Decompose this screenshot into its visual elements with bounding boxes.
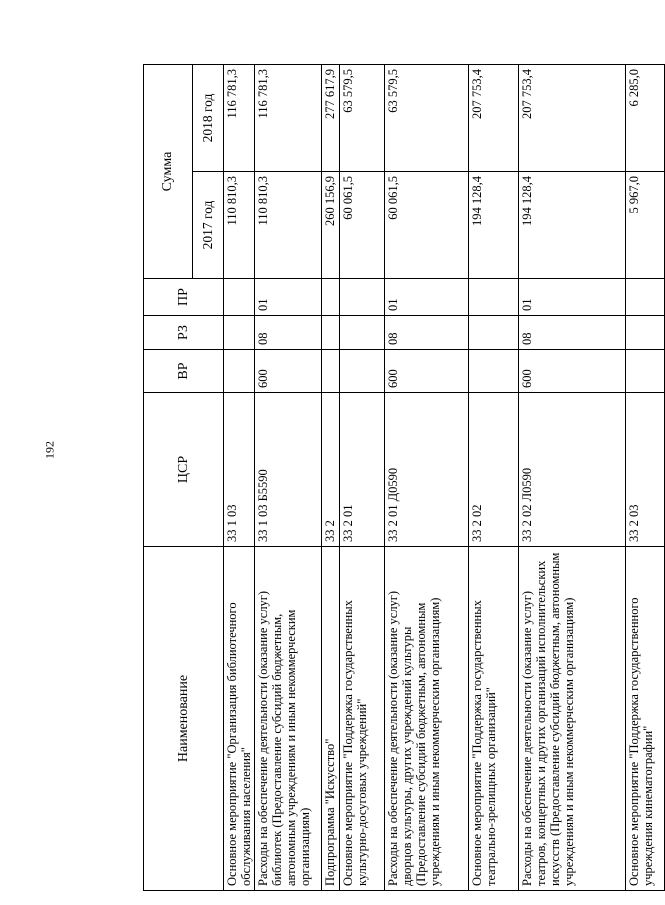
cell-vr: [322, 350, 340, 393]
cell-csr: 33 2 01: [340, 393, 385, 547]
cell-pr: [469, 279, 519, 316]
cell-2018: 277 617,9: [322, 65, 340, 172]
cell-rz: [626, 316, 665, 350]
cell-pr: [224, 279, 255, 316]
header-sum: Сумма: [144, 65, 193, 279]
cell-2017: 194 128,4: [469, 172, 519, 279]
cell-pr: [322, 279, 340, 316]
cell-2018: 116 781,3: [255, 65, 322, 172]
cell-pr: 01: [255, 279, 322, 316]
cell-vr: 600: [385, 350, 469, 393]
page-number: 192: [42, 441, 57, 459]
table-row: [322, 65, 340, 891]
table-row: [519, 65, 626, 891]
cell-csr: 33 2: [322, 393, 340, 547]
cell-vr: [626, 350, 665, 393]
cell-rz: [340, 316, 385, 350]
cell-2018: 6 285,0: [626, 65, 665, 172]
table-row: [340, 65, 385, 891]
header-name: Наименование: [144, 547, 224, 891]
header-vr: ВР: [144, 350, 224, 393]
cell-name: Подпрограмма "Искусство": [322, 547, 340, 891]
cell-csr: 33 2 01 Д0590: [385, 393, 469, 547]
cell-name: Расходы на обеспечение деятельности (оказание услуг) театров, концертных и других организаций исполнительских искусств (Предоставление субсидий бюджетным, автономным учреждениям и иным некоммерческим организациям): [519, 547, 626, 891]
cell-rz: 08: [519, 316, 626, 350]
cell-rz: 08: [255, 316, 322, 350]
header-year-2018: 2018 год: [193, 65, 224, 172]
cell-vr: [224, 350, 255, 393]
table-row: [255, 65, 322, 891]
header-year-2017: 2017 год: [193, 172, 224, 279]
cell-2017: 60 061,5: [385, 172, 469, 279]
cell-pr: [626, 279, 665, 316]
cell-pr: 01: [519, 279, 626, 316]
header-csr: ЦСР: [144, 393, 224, 547]
cell-pr: [340, 279, 385, 316]
cell-vr: [340, 350, 385, 393]
budget-table: [143, 64, 665, 891]
cell-rz: [322, 316, 340, 350]
cell-2018: 63 579,5: [385, 65, 469, 172]
cell-2017: 110 810,3: [255, 172, 322, 279]
cell-vr: 600: [255, 350, 322, 393]
cell-name: Расходы на обеспечение деятельности (оказание услуг) дворцов культуры, других учреждений культуры (Предоставление субсидий бюджетным, автономным учреждениям и иным некоммерческим организациям): [385, 547, 469, 891]
header-rz: РЗ: [144, 316, 224, 350]
cell-2017: 5 967,0: [626, 172, 665, 279]
cell-2017: 60 061,5: [340, 172, 385, 279]
cell-csr: 33 1 03 Б5590: [255, 393, 322, 547]
cell-rz: 08: [385, 316, 469, 350]
header-row: [144, 65, 193, 891]
table-row: [626, 65, 665, 891]
cell-vr: [469, 350, 519, 393]
table-row: [469, 65, 519, 891]
table-row: [385, 65, 469, 891]
cell-name: Основное мероприятие "Поддержка государственного учреждения кинематографии": [626, 547, 665, 891]
cell-2017: 194 128,4: [519, 172, 626, 279]
cell-rz: [469, 316, 519, 350]
cell-csr: 33 2 02: [469, 393, 519, 547]
cell-2017: 110 810,3: [224, 172, 255, 279]
cell-2018: 207 753,4: [469, 65, 519, 172]
header-pr: ПР: [144, 279, 224, 316]
cell-2017: 260 156,9: [322, 172, 340, 279]
rotated-table-container: [143, 65, 655, 891]
cell-pr: 01: [385, 279, 469, 316]
cell-csr: 33 2 03: [626, 393, 665, 547]
cell-csr: 33 1 03: [224, 393, 255, 547]
cell-name: Основное мероприятие "Поддержка государственных театрально-зрелищных организаций": [469, 547, 519, 891]
cell-vr: 600: [519, 350, 626, 393]
cell-2018: 116 781,3: [224, 65, 255, 172]
cell-2018: 63 579,5: [340, 65, 385, 172]
cell-csr: 33 2 02 Л0590: [519, 393, 626, 547]
cell-rz: [224, 316, 255, 350]
cell-name: Основное мероприятие "Организация библиотечного обслуживания населения": [224, 547, 255, 891]
cell-2018: 207 753,4: [519, 65, 626, 172]
cell-name: Расходы на обеспечение деятельности (оказание услуг) библиотек (Предоставление субсидий бюджетным, автономным учреждениям и иным некоммерческим организациям): [255, 547, 322, 891]
cell-name: Основное мероприятие "Поддержка государственных культурно-досуговых учреждений": [340, 547, 385, 891]
table-row: [224, 65, 255, 891]
